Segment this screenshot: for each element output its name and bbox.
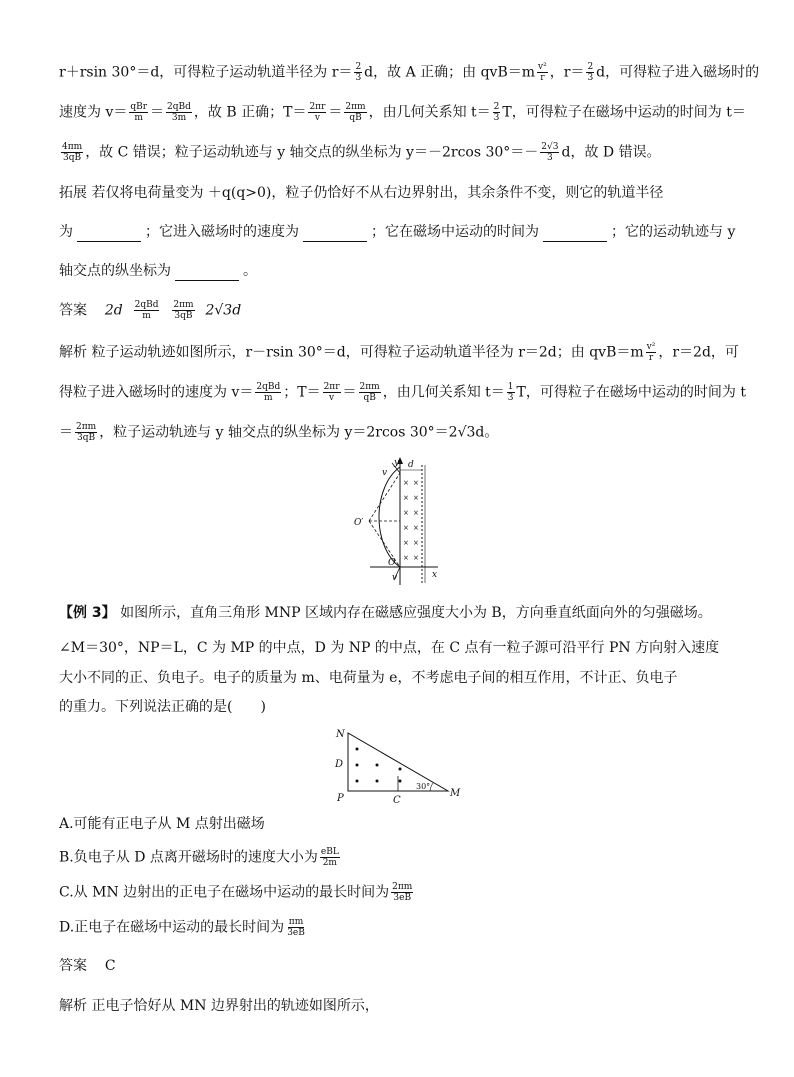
extension-line-1: 拓展 若仅将电荷量变为 ＋q(q>0)，粒子仍恰好不从右边界射出，其余条件不变，则它的轨道半径: [59, 185, 664, 201]
fig1-v-bottom-label: v: [392, 573, 398, 583]
svg-text:×: ×: [403, 479, 409, 487]
example-3-line-2: ∠M＝30°，NP＝L，C 为 MP 的中点，D 为 NP 的中点，在 C 点有一粒子源可沿平行 PN 方向射入速度: [59, 640, 720, 656]
svg-text:×: ×: [413, 479, 419, 487]
answer-blank-2[interactable]: [303, 227, 367, 242]
solution-line-2: 速度为 v＝ qBr m ＝ 2qBd 3m ，故 B 正确；T＝ $\frac{2\pi r}{v}$ ＝ $\frac{2\pi m}{qB}$ ，由几何关系知 t＝ $\frac{2}{3}$ T，可得粒子在磁场中运动的时间为 t＝: [59, 102, 746, 123]
fig1-d-label: d: [408, 460, 414, 470]
extension-line-2: 为 ；它进入磁场时的速度为 ；它在磁场中运动的时间为 ；它的运动轨迹与 y: [59, 224, 736, 240]
option-a[interactable]: A.可能有正电子从 M 点射出磁场: [59, 816, 265, 832]
fig2-p-label: P: [337, 793, 344, 804]
example-3-line-4: 的重力。下列说法正确的是( ): [59, 699, 266, 715]
svg-text:×: ×: [403, 554, 409, 562]
example-3-line-1: 【例 3】 如图所示，直角三角形 MNP 区域内存在磁感应强度大小为 B，方向垂直纸面向外的匀强磁场。: [59, 605, 712, 621]
svg-text:×: ×: [403, 494, 409, 502]
svg-text:×: ×: [403, 509, 409, 517]
svg-text:×: ×: [413, 539, 419, 547]
analysis-1-line-2: 得粒子进入磁场时的速度为 v＝ 2qBd m ；T＝ $\frac{2\pi r}{v}$ ＝ $\frac{2\pi m}{qB}$ ，由几何关系知 t＝ $\frac{1}{3}$ T，可得粒子在磁场中运动的时间为 t: [59, 382, 746, 403]
answer-blank-4[interactable]: [175, 266, 239, 281]
triangle-figure: [330, 725, 470, 807]
fig2-c-label: C: [393, 795, 401, 806]
svg-text:×: ×: [413, 509, 419, 517]
extension-line-3: 轴交点的纵坐标为 。: [59, 263, 257, 279]
solution-line-1: r＋rsin 30°＝d，可得粒子运动轨道半径为 r＝ $\frac{2}{3}$ d，故 A 正确；由 qvB＝m $\frac{\text{v²}}{r}$ ，r＝ $\frac{2}{3}$ d，可得粒子进入磁场时的: [59, 62, 760, 83]
option-d[interactable]: D.正电子在磁场中运动的最长时间为 $\frac{\pi m}{3eB}$: [59, 917, 305, 938]
fig1-v-top-label: v: [382, 468, 388, 478]
analysis-2: 解析 正电子恰好从 MN 边界射出的轨迹如图所示，: [59, 998, 379, 1014]
option-c[interactable]: C.从 MN 边射出的正电子在磁场中运动的最长时间为 $\frac{2\pi m}{3eB}$: [59, 882, 413, 903]
trajectory-figure-1: [350, 455, 450, 590]
fig1-o-label: O: [388, 558, 396, 568]
svg-text:×: ×: [403, 524, 409, 532]
solution-line-3: $\frac{4\pi m}{3qB}$ ，故 C 错误；粒子运动轨迹与 y 轴交点的纵坐标为 y＝－2rcos 30°＝－ $\frac{2√3}{3}$ d，故 D 错误。: [62, 142, 661, 163]
analysis-1-line-1: 解析 粒子运动轨迹如图所示，r－rsin 30°＝d，可得粒子运动轨道半径为 r＝2d；由 qvB＝m $\frac{\text{v²}}{r}$ ，r＝2d，可: [59, 342, 739, 363]
fig2-n-label: N: [336, 729, 345, 740]
fig1-o-prime-label: O′: [354, 518, 364, 528]
answer-1: 答案 2d 2qBd m $\frac{2\pi m}{3qB}$ 2√3d: [59, 300, 242, 321]
svg-text:×: ×: [413, 554, 419, 562]
answer-2: 答案 C: [59, 958, 116, 974]
analysis-1-line-3: ＝ $\frac{2\pi m}{3qB}$ ，粒子运动轨迹与 y 轴交点的纵坐标为 y＝2rcos 30°＝2√3d。: [59, 422, 499, 443]
svg-text:×: ×: [403, 539, 409, 547]
fig1-y-label: y: [394, 458, 400, 468]
svg-text:×: ×: [413, 494, 419, 502]
answer-blank-3[interactable]: [543, 227, 607, 242]
example-3-line-3: 大小不同的正、负电子。电子的质量为 m、电荷量为 e，不考虑电子间的相互作用，不计正、负电子: [59, 670, 678, 686]
fig1-x-label: x: [432, 570, 438, 580]
answer-blank-1[interactable]: [77, 227, 141, 242]
fig2-m-label: M: [450, 788, 461, 799]
option-b[interactable]: B.负电子从 D 点离开磁场时的速度大小为 eBL 2m: [59, 847, 339, 868]
fig2-angle-label: 30°: [416, 782, 431, 791]
fig2-d-label: D: [335, 759, 344, 770]
svg-text:×: ×: [413, 524, 419, 532]
